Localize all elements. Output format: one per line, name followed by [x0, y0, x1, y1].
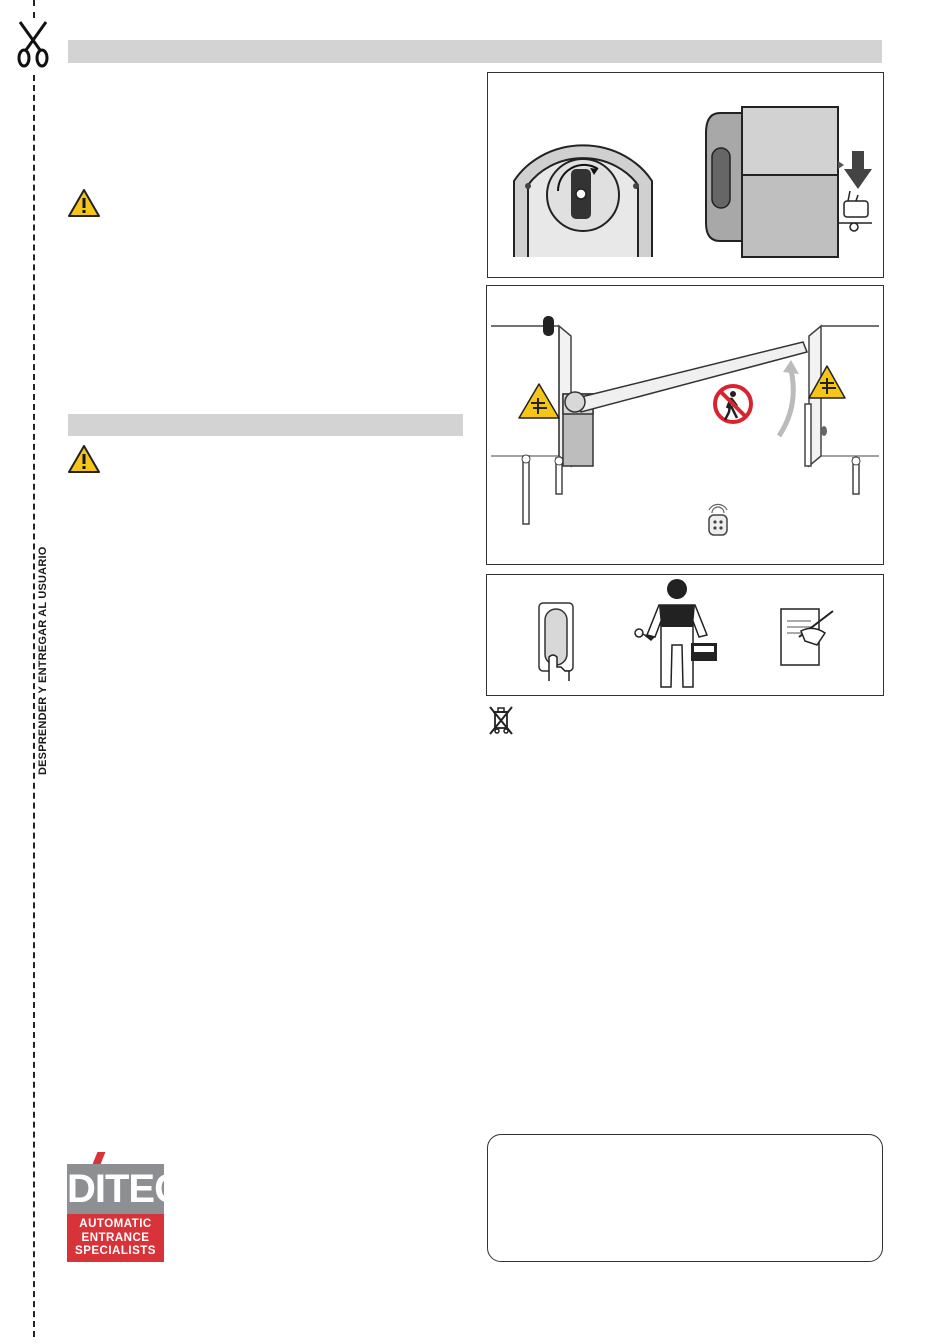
logo-tagline [67, 1214, 164, 1262]
cut-line [33, 75, 35, 1337]
installer-info-box [487, 1134, 883, 1262]
logo-tagline-line: AUTOMATIC [79, 1218, 152, 1230]
section-header-bar-middle [68, 414, 463, 436]
barrier-scene-illustration [487, 286, 883, 564]
maintenance-illustration [487, 575, 883, 695]
barrier-cabinet-illustration [488, 73, 883, 277]
crossed-bin-icon [487, 704, 515, 736]
logo-tagline-line: SPECIALISTS [75, 1245, 156, 1257]
logo-tagline-line: ENTRANCE [81, 1231, 150, 1244]
figure-barrier-operation [486, 285, 884, 565]
warning-triangle-icon [67, 444, 101, 474]
figure-manual-release [487, 72, 884, 278]
figure-maintenance [486, 574, 884, 696]
cut-instruction: DESPRENDER Y ENTREGAR AL USUARIO [36, 544, 50, 778]
scissors-icon [15, 20, 51, 68]
cut-line-top [33, 0, 35, 18]
ditec-logo [67, 1150, 182, 1262]
section-header-bar-top [68, 40, 882, 63]
warning-triangle-icon [67, 188, 101, 218]
logo-brand: DITEC [67, 1164, 164, 1214]
